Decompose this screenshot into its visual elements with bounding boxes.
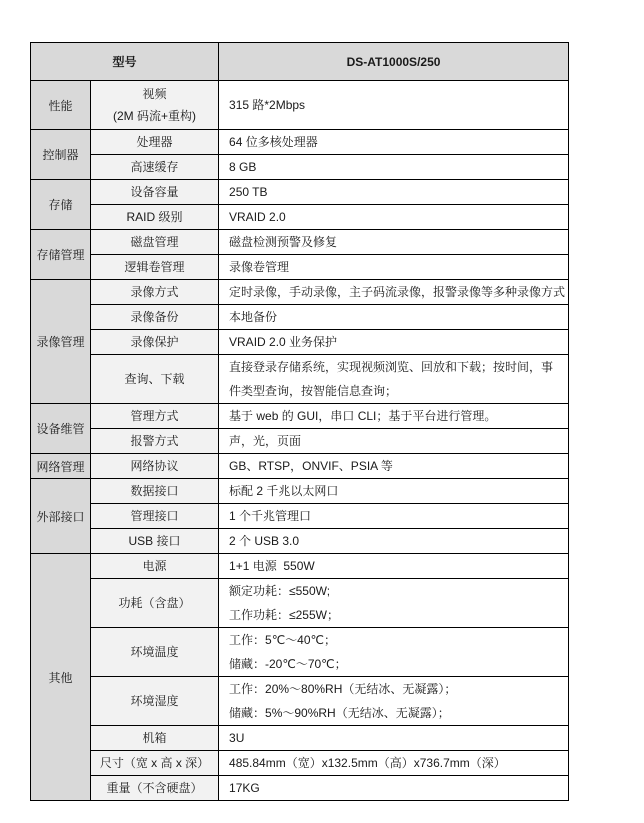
spec-item-label: 处理器: [136, 135, 173, 149]
spec-item-label: 高速缓存: [130, 160, 179, 174]
spec-item-cell: [91, 355, 219, 404]
spec-value: 基于 web 的 GUI，串口 CLI；基于平台进行管理。: [229, 409, 497, 423]
table-row: [31, 554, 569, 579]
category-cell: [31, 280, 91, 404]
spec-item-cell: [91, 726, 219, 751]
spec-item-cell: [91, 255, 219, 280]
spec-item-cell: [91, 554, 219, 579]
category-cell: [31, 81, 91, 130]
spec-value: 标配 2 千兆以太网口: [229, 484, 339, 498]
spec-value: 声，光，页面: [229, 434, 302, 448]
table-row: [31, 504, 569, 529]
spec-item-cell: [91, 579, 219, 628]
spec-item-label: 录像备份: [130, 310, 179, 324]
model-value-cell: [219, 43, 569, 81]
spec-value-cell: [219, 504, 569, 529]
spec-value-cell: [219, 429, 569, 454]
spec-item-cell: [91, 454, 219, 479]
spec-item-cell: [91, 155, 219, 180]
category-label: 外部接口: [36, 509, 85, 524]
spec-item-label: 电源: [142, 559, 167, 573]
spec-item-label: USB 接口: [128, 534, 181, 548]
table-row: [31, 255, 569, 280]
table-row: [31, 155, 569, 180]
table-row: [31, 305, 569, 330]
spec-item-label: 报警方式: [130, 434, 179, 448]
spec-value: 315 路*2Mbps: [229, 98, 306, 112]
category-cell: [31, 454, 91, 479]
spec-value: 定时录像，手动录像，主子码流录像，报警录像等多种录像方式: [229, 285, 566, 299]
category-cell: [31, 180, 91, 230]
spec-value-cell: [219, 404, 569, 429]
spec-item-cell: [91, 628, 219, 677]
spec-value-cell: [219, 579, 569, 628]
spec-value: 1 个千兆管理口: [229, 509, 312, 523]
table-row: [31, 677, 569, 726]
spec-value-cell: [219, 280, 569, 305]
spec-item-label: (2M 码流+重构): [113, 109, 197, 123]
spec-table: [30, 42, 569, 801]
category-label: 性能: [48, 98, 73, 113]
table-row: [31, 454, 569, 479]
spec-item-label: 设备容量: [130, 185, 179, 199]
table-row: [31, 751, 569, 776]
spec-item-label: 环境温度: [130, 645, 179, 659]
spec-item-cell: [91, 230, 219, 255]
spec-item-cell: [91, 305, 219, 330]
table-row: [31, 579, 569, 628]
category-cell: [31, 130, 91, 180]
table-header-row: [31, 43, 569, 81]
spec-value: GB、RTSP，ONVIF、PSIA 等: [229, 459, 393, 473]
spec-value: 本地备份: [229, 310, 278, 324]
spec-value-cell: [219, 81, 569, 130]
table-row: [31, 205, 569, 230]
category-cell: [31, 479, 91, 554]
spec-value-cell: [219, 180, 569, 205]
spec-value: 直接登录存储系统，实现视频浏览、回放和下载；按时间，事件类型查询，按智能信息查询；: [229, 360, 554, 398]
spec-item-cell: [91, 429, 219, 454]
spec-value: 250 TB: [229, 185, 268, 199]
table-row: [31, 726, 569, 751]
spec-item-cell: [91, 280, 219, 305]
spec-item-label: 功耗（含盘）: [118, 596, 191, 610]
spec-value-cell: [219, 776, 569, 801]
spec-item-cell: [91, 81, 219, 130]
spec-item-cell: [91, 180, 219, 205]
spec-value: 64 位多核处理器: [229, 135, 318, 149]
spec-value: 3U: [229, 731, 245, 745]
spec-item-cell: [91, 504, 219, 529]
spec-item-cell: [91, 330, 219, 355]
spec-value: 485.84mm（宽）x132.5mm（高）x736.7mm（深）: [229, 756, 506, 770]
spec-item-cell: [91, 529, 219, 554]
spec-item-label: 视频: [142, 87, 167, 101]
table-row: [31, 479, 569, 504]
spec-value-cell: [219, 677, 569, 726]
category-label: 存储: [48, 198, 73, 212]
spec-item-label: 尺寸（宽 x 高 x 深）: [99, 756, 210, 770]
spec-value-cell: [219, 230, 569, 255]
table-row: [31, 280, 569, 305]
category-label: 存储管理: [36, 248, 85, 262]
spec-item-label: 重量（不含硬盘）: [106, 781, 203, 795]
spec-item-label: 网络协议: [130, 459, 179, 473]
table-row: [31, 529, 569, 554]
spec-value: 工作功耗：≤255W；: [229, 608, 339, 622]
spec-value: 磁盘检测预警及修复: [229, 235, 338, 249]
category-cell: [31, 404, 91, 454]
spec-value-cell: [219, 255, 569, 280]
table-row: [31, 404, 569, 429]
spec-item-label: 管理方式: [130, 409, 179, 423]
spec-value-cell: [219, 305, 569, 330]
spec-value-cell: [219, 155, 569, 180]
spec-item-cell: [91, 776, 219, 801]
spec-item-label: 逻辑卷管理: [124, 260, 185, 274]
spec-value: VRAID 2.0 业务保护: [229, 335, 338, 349]
table-row: [31, 180, 569, 205]
spec-item-label: 磁盘管理: [130, 235, 179, 249]
spec-item-cell: [91, 130, 219, 155]
spec-value: 录像卷管理: [229, 260, 290, 274]
spec-value: 工作：20%～80%RH（无结冰、无凝露）；: [229, 682, 457, 696]
category-label: 其他: [48, 670, 73, 685]
spec-value-cell: [219, 205, 569, 230]
model-label: 型号: [112, 55, 137, 69]
table-row: [31, 81, 569, 130]
spec-value: 17KG: [229, 781, 260, 795]
spec-value: VRAID 2.0: [229, 210, 286, 224]
spec-item-label: 管理接口: [130, 509, 179, 523]
model-value: DS-AT1000S/250: [346, 54, 441, 69]
spec-item-label: 录像保护: [130, 335, 179, 349]
spec-item-label: RAID 级别: [126, 210, 183, 224]
table-row: [31, 130, 569, 155]
spec-item-cell: [91, 404, 219, 429]
spec-item-label: 录像方式: [130, 285, 179, 299]
spec-value-cell: [219, 554, 569, 579]
spec-item-label: 数据接口: [130, 484, 179, 498]
spec-value: 额定功耗：≤550W;: [229, 584, 331, 598]
spec-value-cell: [219, 751, 569, 776]
category-label: 录像管理: [36, 335, 85, 349]
table-row: [31, 776, 569, 801]
table-row: [31, 330, 569, 355]
spec-item-label: 查询、下载: [124, 372, 185, 386]
spec-item-label: 机箱: [142, 731, 167, 745]
spec-value-cell: [219, 355, 569, 404]
spec-item-cell: [91, 751, 219, 776]
spec-value-cell: [219, 628, 569, 677]
spec-value-cell: [219, 454, 569, 479]
table-row: [31, 230, 569, 255]
spec-value: 储藏：5%～90%RH（无结冰、无凝露）；: [229, 706, 450, 720]
table-row: [31, 355, 569, 404]
spec-value-cell: [219, 479, 569, 504]
spec-value: 工作：5℃～40℃；: [229, 633, 336, 647]
spec-value: 储藏：-20℃～70℃；: [229, 657, 347, 671]
spec-value-cell: [219, 529, 569, 554]
spec-value: 1+1 电源 550W: [229, 559, 315, 573]
spec-value-cell: [219, 726, 569, 751]
spec-value-cell: [219, 330, 569, 355]
table-row: [31, 429, 569, 454]
spec-item-cell: [91, 677, 219, 726]
spec-item-label: 环境湿度: [130, 694, 179, 708]
category-label: 设备维管: [36, 422, 85, 436]
category-label: 控制器: [42, 148, 79, 162]
spec-value: 2 个 USB 3.0: [229, 534, 300, 548]
spec-item-cell: [91, 479, 219, 504]
spec-value: 8 GB: [229, 160, 257, 174]
spec-value-cell: [219, 130, 569, 155]
category-cell: [31, 230, 91, 280]
spec-item-cell: [91, 205, 219, 230]
category-cell: [31, 554, 91, 801]
category-label: 网络管理: [36, 459, 85, 474]
table-row: [31, 628, 569, 677]
model-label-cell: [31, 43, 219, 81]
